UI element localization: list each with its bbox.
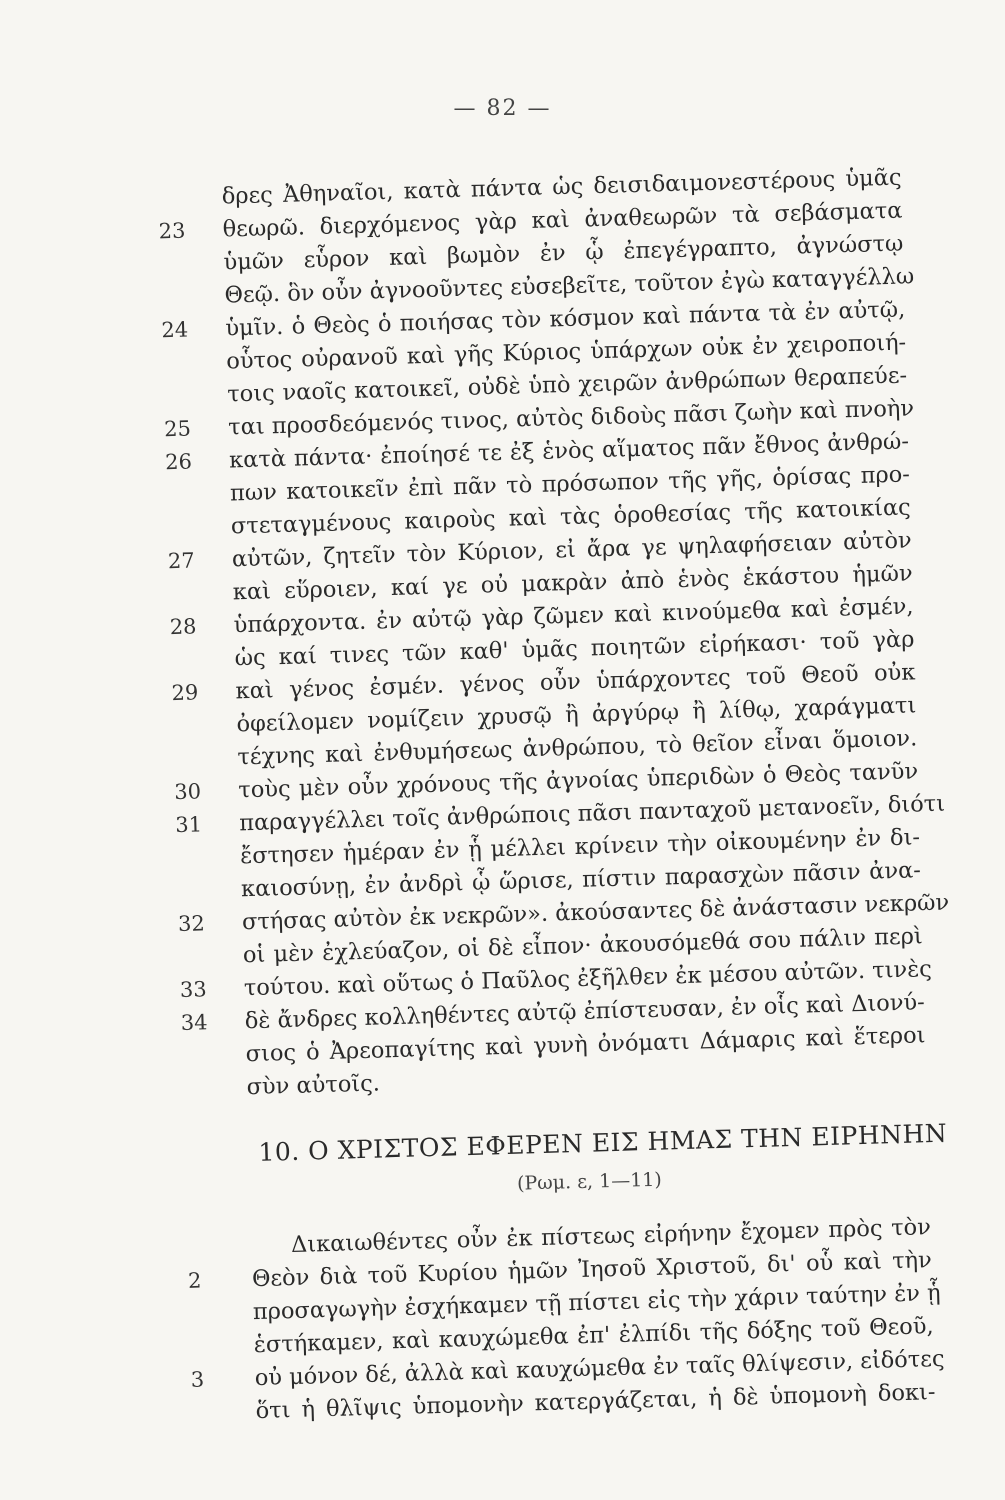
section-reference: (Ρωμ. ε, 1—11) — [516, 1168, 663, 1195]
text-line: ὑπάρχοντα. ἐν αὐτῷ γὰρ ζῶμεν καὶ κινούμεθα καὶ ἐσμέν, — [233, 593, 914, 639]
text-line: τοις ναοῖς κατοικεῖ, οὐδὲ ὑπὸ χειρῶν ἀνθρώπων θεραπεύε- — [226, 362, 908, 408]
verse-number: 24 — [161, 317, 189, 343]
text-line: τοὺς μὲν οὖν χρόνους τῆς ἀγνοίας ὑπεριδὼν ὁ Θεὸς τανῦν — [237, 758, 919, 804]
text-line: προσαγωγὴν ἐσχήκαμεν τῇ πίστει εἰς τὴν χάριν ταύτην ἐν ᾗ — [252, 1279, 941, 1326]
text-line: Θεῷ. ὃν οὖν ἀγνοοῦντες εὐσεβεῖτε, τοῦτον ἐγὼ καταγγέλλω — [224, 263, 915, 309]
verse-number: 31 — [174, 812, 203, 838]
text-line: ται προσδεόμενός τινος, αὐτὸς διδοὺς πᾶσι ζωὴν καὶ πνοὴν — [227, 395, 915, 441]
verse-number: 27 — [167, 548, 195, 574]
text-line: θεωρῶ. διερχόμενος γὰρ καὶ ἀναθεωρῶν τὰ σεβάσματα — [222, 197, 903, 243]
text-line: οἱ μὲν ἐχλεύαζον, οἱ δὲ εἶπον· ἀκουσόμεθά σου πάλιν περὶ — [242, 923, 924, 969]
text-line: πων κατοικεῖν ἐπὶ πᾶν τὸ πρόσωπον τῆς γῆς, ὁρίσας προ- — [229, 461, 911, 507]
text-line: ἑστήκαμεν, καὶ καυχώμεθα ἐπ' ἐλπίδι τῆς δόξης τοῦ Θεοῦ, — [253, 1313, 934, 1359]
text-line: αὐτῶν, ζητεῖν τὸν Κύριον, εἰ ἄρα γε ψηλαφήσειαν αὐτὸν — [231, 527, 912, 573]
text-line: δρες Ἀθηναῖοι, κατὰ πάντα ὡς δεισιδαιμονεστέρους ὑμᾶς — [221, 164, 902, 210]
verse-number: 29 — [171, 680, 199, 706]
verse-number: 2 — [187, 1268, 202, 1293]
text-line: καὶ γένος ἐσμέν. γένος οὖν ὑπάρχοντες τοῦ Θεοῦ οὐκ — [235, 659, 916, 705]
verse-number: 30 — [174, 779, 202, 805]
text-line: ὑμῖν. ὁ Θεὸς ὁ ποιήσας τὸν κόσμον καὶ πάντα τὰ ἐν αὐτῷ, — [225, 296, 906, 342]
text-line: ὀφείλομεν νομίζειν χρυσῷ ἢ ἀργύρῳ ἢ λίθῳ, χαράγματι — [236, 692, 917, 738]
verse-number: 23 — [158, 218, 186, 244]
text-line: στήσας αὐτὸν ἐκ νεκρῶν». ἀκούσαντες δὲ ἀνάστασιν νεκρῶν — [241, 889, 950, 936]
text-line: ὑμῶν εὗρον καὶ βωμὸν ἐν ᾧ ἐπεγέγραπτο, ἀγνώστῳ — [223, 230, 904, 276]
text-line: καιοσύνῃ, ἐν ἀνδρὶ ᾧ ὥρισε, πίστιν παρασχὼν πᾶσιν ἀνα- — [240, 857, 922, 903]
text-line: τέχνης καὶ ἐνθυμήσεως ἀνθρώπου, τὸ θεῖον εἶναι ὅμοιον. — [237, 725, 918, 771]
section-heading: 10. Ο ΧΡΙΣΤΟΣ ΕΦΕΡΕΝ ΕΙΣ ΗΜΑΣ ΤΗΝ ΕΙΡΗΝΗΝ — [258, 1118, 948, 1167]
text-line: κατὰ πάντα· ἐποίησέ τε ἐξ ἑνὸς αἵματος πᾶν ἔθνος ἀνθρώ- — [228, 428, 910, 474]
text-line: σιος ὁ Ἀρεοπαγίτης καὶ γυνὴ ὀνόματι Δάμαρις καὶ ἕτεροι — [245, 1022, 926, 1068]
text-line: ἔστησεν ἡμέραν ἐν ᾗ μέλλει κρίνειν τὴν οἰκουμένην ἐν δι- — [239, 824, 921, 870]
text-line: σὺν αὐτοῖς. — [246, 1070, 381, 1101]
text-line: οὐ μόνον δέ, ἀλλὰ καὶ καυχώμεθα ἐν ταῖς θλίψεσιν, εἰδότες — [254, 1345, 945, 1392]
verse-number: 25 — [163, 416, 192, 442]
verse-number: 32 — [177, 911, 206, 937]
verse-number: 26 — [164, 449, 193, 475]
text-line: Θεὸν διὰ τοῦ Κυρίου ἡμῶν Ἰησοῦ Χριστοῦ, δι' οὗ καὶ τὴν — [251, 1247, 933, 1293]
text-line: παραγγέλλει τοῖς ἀνθρώποις πᾶσι πανταχοῦ μετανοεῖν, διότι — [238, 790, 946, 837]
text-line: Δικαιωθέντες οὖν ἐκ πίστεως εἰρήνην ἔχομεν πρὸς τὸν — [290, 1214, 932, 1259]
verse-number: 3 — [190, 1367, 205, 1392]
text-line: καὶ εὕροιεν, καί γε οὐ μακρὰν ἀπὸ ἑνὸς ἑκάστου ἡμῶν — [232, 560, 913, 606]
verse-number: 28 — [169, 614, 197, 640]
verse-number: 33 — [179, 977, 207, 1003]
verse-number: 34 — [180, 1010, 208, 1036]
text-line: ὅτι ἡ θλῖψις ὑπομονὴν κατεργάζεται, ἡ δὲ ὑπομονὴ δοκι- — [255, 1379, 936, 1425]
text-line: δὲ ἄνδρες κολληθέντες αὐτῷ ἐπίστευσαν, ἐν οἷς καὶ Διονύ- — [244, 989, 926, 1035]
page-number: — 82 — — [453, 96, 552, 121]
text-line: στεταγμένους καιροὺς καὶ τὰς ὁροθεσίας τῆς κατοικίας — [230, 494, 912, 540]
text-line: τούτου. καὶ οὕτως ὁ Παῦλος ἐξῆλθεν ἐκ μέσου αὐτῶν. τινὲς — [243, 956, 933, 1002]
text-line: ὡς καί τινες τῶν καθ' ὑμᾶς ποιητῶν εἰρήκασι· τοῦ γὰρ — [234, 626, 915, 672]
text-line: οὗτος οὐρανοῦ καὶ γῆς Κύριος ὑπάρχων οὐκ ἐν χειροποιή- — [226, 329, 907, 375]
